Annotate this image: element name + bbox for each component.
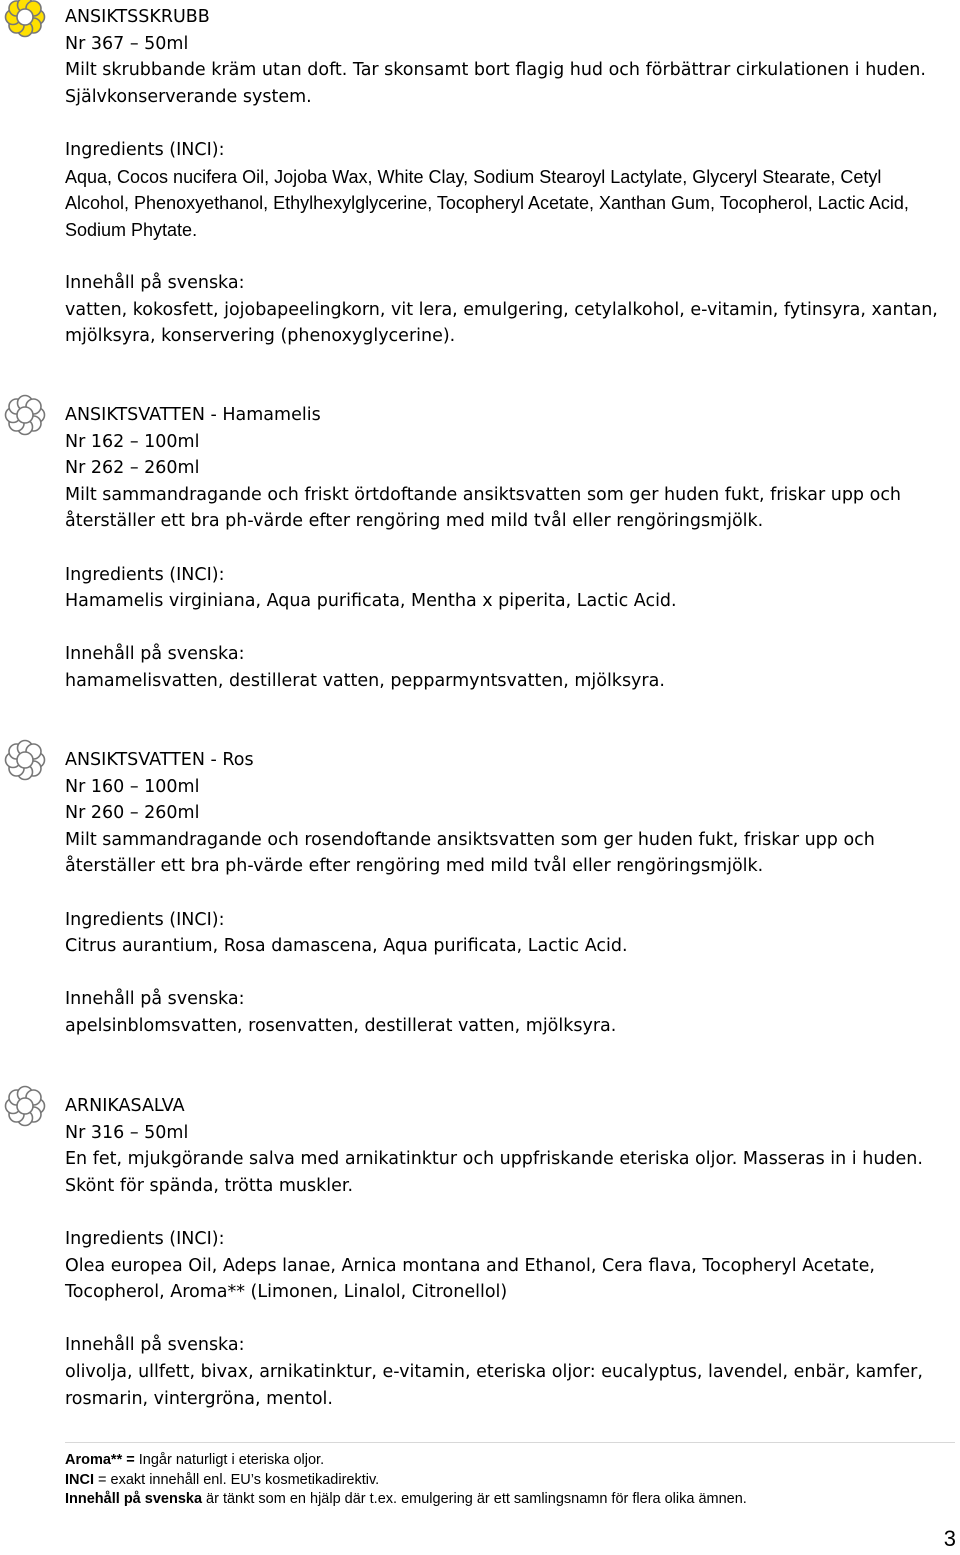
product-title: ANSIKTSVATTEN - Hamamelis [65, 405, 321, 425]
flower-icon [2, 737, 48, 783]
footnote-inci [65, 1471, 825, 1491]
ingredients-list: Hamamelis virginiana, Aqua purificata, Mentha x piperita, Lactic Acid. [65, 591, 677, 612]
footnotes [65, 1451, 825, 1510]
ingredients-list: Citrus aurantium, Rosa damascena, Aqua purificata, Lactic Acid. [65, 936, 628, 957]
swedish-label: Innehåll på svenska: [65, 1335, 245, 1356]
swedish-ingredients: apelsinblomsvatten, rosenvatten, destillerat vatten, mjölksyra. [65, 1015, 617, 1036]
ingredients-label: Ingredients (INCI): [65, 564, 225, 585]
product-description: Milt sammandragande och friskt örtdoftande ansiktsvatten som ger huden fukt, friskar upp och återställer ett bra ph-värde efter rengöring med mild tvål eller rengöringsmjölk. [65, 484, 902, 532]
swedish-ingredients: hamamelisvatten, destillerat vatten, pepparmyntsvatten, mjölksyra. [65, 670, 665, 691]
footnote-aroma [65, 1451, 825, 1471]
footnote-term: Innehåll på svenska [65, 1491, 203, 1507]
footnote-text: = exakt innehåll enl. EU’s kosmetikadirektiv. [94, 1471, 380, 1488]
swedish-ingredients: olivolja, ullfett, bivax, arnikatinktur, e-vitamin, eteriska oljor: eucalyptus, lavendel, enbär, kamfer, rosmarin, vintergröna, mentol. [65, 1361, 923, 1409]
swedish-ingredients: vatten, kokosfett, jojobapeelingkorn, vit lera, emulgering, cetylalkohol, e-vitamin, fytinsyra, xantan, mjölksyra, konservering (phenoxyglycerine). [65, 299, 938, 347]
product-number: Nr 316 – 50ml [65, 1122, 189, 1143]
flower-center [17, 9, 33, 25]
product-description: En fet, mjukgörande salva med arnikatinktur och uppfriskande eteriska oljor. Masseras in i huden. Skönt för spända, trötta muskler. [65, 1149, 923, 1196]
footer-divider [65, 1442, 955, 1443]
swedish-label: Innehåll på svenska: [65, 989, 245, 1010]
product-title: ANSIKTSSKRUBB [65, 7, 210, 27]
product-title: ARNIKASALVA [65, 1096, 185, 1116]
footnote-swedish [65, 1490, 825, 1510]
page-number: 3 [943, 1526, 956, 1551]
product-number: Nr 367 – 50ml [65, 33, 189, 54]
flower-center [17, 407, 33, 423]
flower-center [17, 1098, 33, 1114]
product-number: Nr 160 – 100ml [65, 776, 200, 797]
product-text [65, 402, 945, 695]
flower-icon [2, 392, 48, 438]
product-number: Nr 262 – 260ml [65, 458, 200, 479]
ingredients-list: Aqua, Cocos nucifera Oil, Jojoba Wax, White Clay, Sodium Stearoyl Lactylate, Glyceryl Stearate, Cetyl Alcohol, Phenoxyethanol, Ethylhexylglycerine, Tocopheryl Acetate, Xanthan Gum, Tocopherol, Lactic Acid, Sodium Phytate. [65, 166, 909, 240]
footnote-term: INCI [65, 1471, 94, 1488]
product-title: ANSIKTSVATTEN - Ros [65, 750, 254, 770]
footnote-text: är tänkt som en hjälp där t.ex. emulgering är ett samlingsnamn för flera olika ämnen. [202, 1491, 747, 1507]
product-description: Milt sammandragande och rosendoftande ansiktsvatten som ger huden fukt, friskar upp och återställer ett bra ph-värde efter rengöring med mild tvål eller rengöringsmjölk. [65, 829, 875, 877]
product-description: Milt skrubbande kräm utan doft. Tar skonsamt bort flagig hud och förbättrar cirkulationen i huden. Självkonserverande system. [65, 60, 926, 107]
flower-icon [2, 1083, 48, 1129]
product-text [65, 1093, 945, 1412]
footnote-text: Ingår naturligt i eteriska oljor. [134, 1452, 325, 1468]
ingredients-label: Ingredients (INCI): [65, 909, 225, 930]
product-text [65, 747, 945, 1040]
flower-center [17, 752, 33, 768]
ingredients-list: Olea europea Oil, Adeps lanae, Arnica montana and Ethanol, Cera flava, Tocopheryl Acetate, Tocopherol, Aroma** (Limonen, Linalol, Citronellol) [65, 1255, 875, 1303]
footnote-term: Aroma** = [65, 1452, 135, 1468]
ingredients-label: Ingredients (INCI): [65, 139, 225, 160]
product-number: Nr 162 – 100ml [65, 431, 200, 452]
swedish-label: Innehåll på svenska: [65, 272, 245, 293]
product-text [65, 4, 945, 350]
product-number: Nr 260 – 260ml [65, 803, 200, 824]
flower-icon [2, 0, 48, 40]
swedish-label: Innehåll på svenska: [65, 644, 245, 665]
ingredients-label: Ingredients (INCI): [65, 1228, 225, 1249]
